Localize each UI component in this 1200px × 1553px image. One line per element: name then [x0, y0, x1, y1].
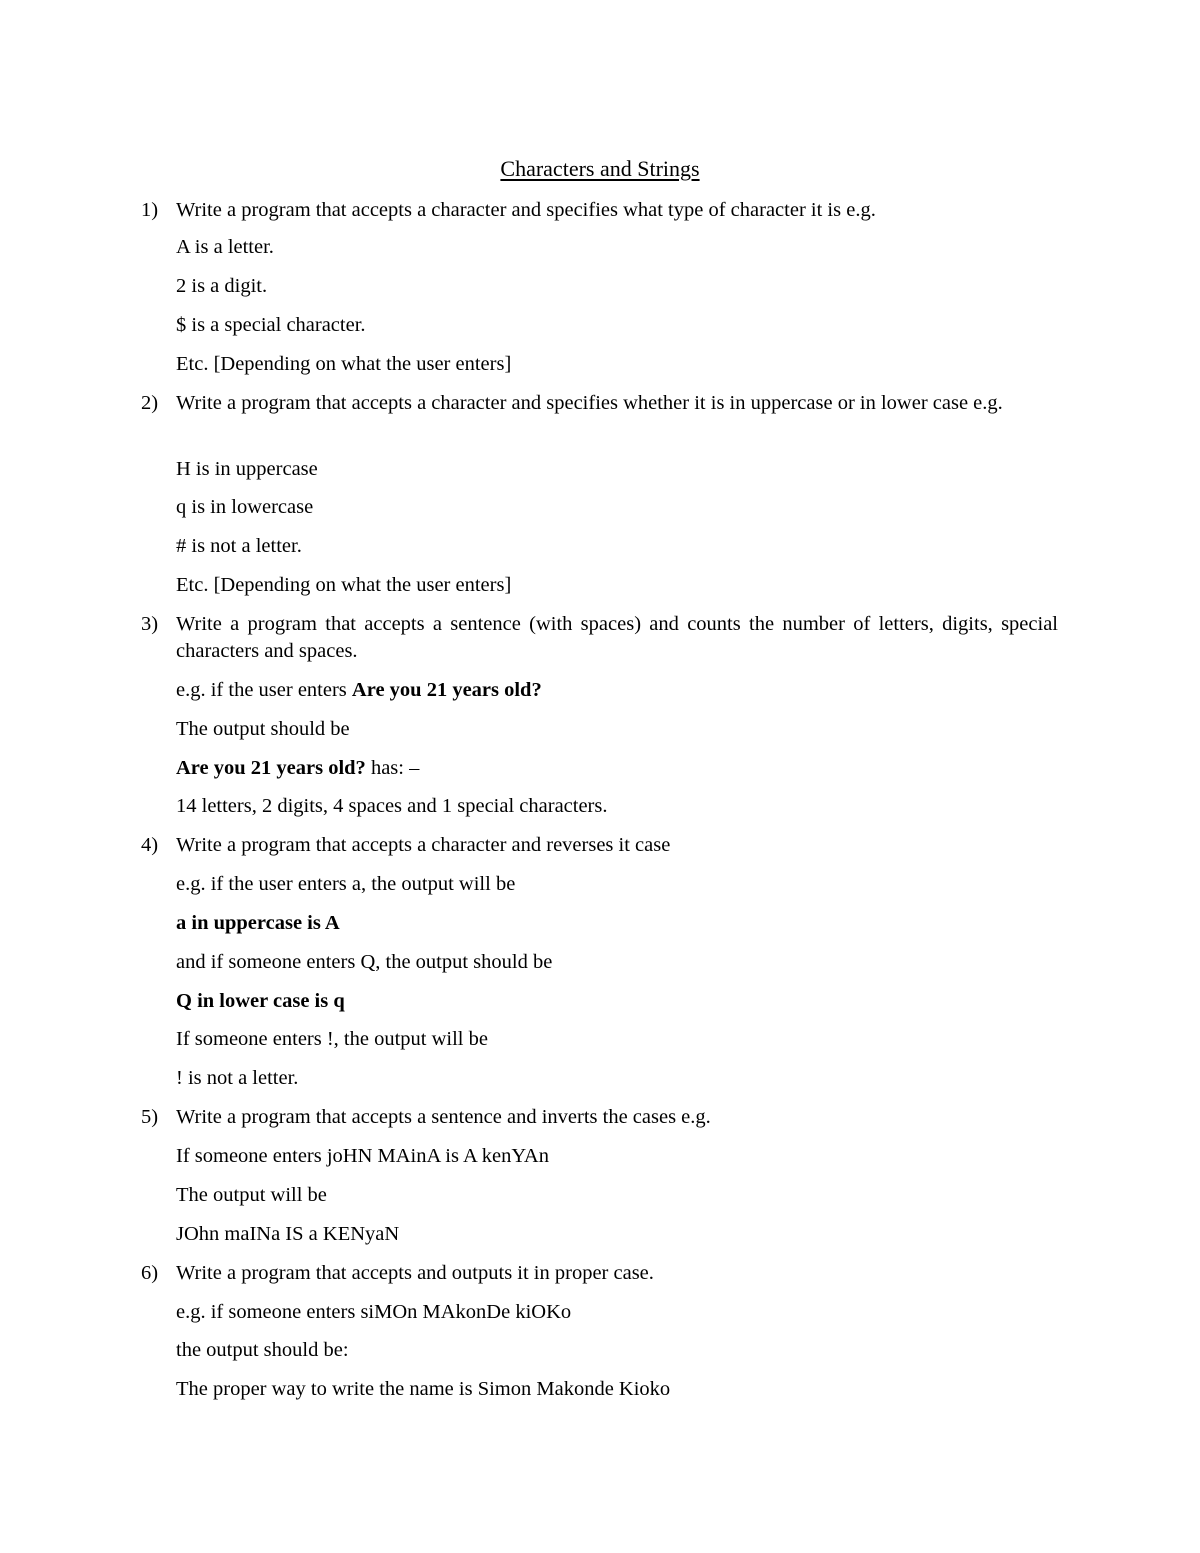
question-3-example — [176, 677, 542, 704]
question-3-example-prefix: e.g. if the user enters — [176, 679, 352, 701]
question-3-example-sentence: Are you 21 years old? — [351, 679, 542, 701]
question-4-example-1: e.g. if the user enters a, the output will be — [176, 873, 516, 895]
question-1-example-4: Etc. [Depending on what the user enters] — [176, 353, 512, 375]
question-5-text: Write a program that accepts a sentence and inverts the cases e.g. — [176, 1106, 711, 1128]
question-6-text: Write a program that accepts and outputs it in proper case. — [176, 1262, 654, 1284]
question-4-example-1-output-text: a in uppercase is A — [176, 912, 340, 934]
question-3-output-intro: The output should be — [176, 718, 350, 740]
page-title: Characters and Strings — [500, 156, 700, 181]
question-4-text: Write a program that accepts a character and reverses it case — [176, 834, 671, 856]
question-4-example-2-output — [176, 988, 345, 1015]
question-4-example-2-output-text: Q in lower case is q — [176, 990, 345, 1012]
question-2-number: 2) — [141, 392, 159, 414]
question-1-example-3: $ is a special character. — [176, 314, 366, 336]
question-1-example-1: A is a letter. — [176, 236, 274, 258]
question-1-text: Write a program that accepts a character and specifies what type of character it is e.g. — [176, 199, 876, 221]
question-4-example-3-output: ! is not a letter. — [176, 1067, 299, 1089]
question-3-output-sentence: Are you 21 years old? — [176, 757, 366, 779]
question-3-output-counts: 14 letters, 2 digits, 4 spaces and 1 special characters. — [176, 795, 608, 817]
question-2-text: Write a program that accepts a character and specifies whether it is in uppercase or in lower case e.g. — [176, 392, 1003, 414]
question-2-example-2: q is in lowercase — [176, 496, 314, 518]
question-3-text: Write a program that accepts a sentence (with spaces) and counts the number of letters, digits, special characters and spaces. — [176, 613, 1058, 662]
question-4-example-1-output — [176, 910, 340, 937]
question-6-number: 6) — [141, 1262, 159, 1284]
question-2-example-1: H is in uppercase — [176, 458, 318, 480]
question-5-number: 5) — [141, 1106, 159, 1128]
question-6-example-3: The proper way to write the name is Simon Makonde Kioko — [176, 1378, 671, 1400]
question-2-example-3: # is not a letter. — [176, 535, 302, 557]
question-1-number: 1) — [141, 199, 159, 221]
question-6-example-1: e.g. if someone enters siMOn MAkonDe kiOKo — [176, 1301, 572, 1323]
question-4-example-3: If someone enters !, the output will be — [176, 1028, 488, 1050]
question-4-example-2: and if someone enters Q, the output should be — [176, 951, 553, 973]
question-5-example-1: If someone enters joHN MAinA is A kenYAn — [176, 1145, 549, 1167]
question-5-example-2: The output will be — [176, 1184, 327, 1206]
question-4-number: 4) — [141, 834, 159, 856]
question-3-number: 3) — [141, 613, 159, 635]
question-5-example-3: JOhn maINa IS a KENyaN — [176, 1223, 400, 1245]
question-3-output-suffix: has: – — [365, 757, 420, 779]
question-6-example-2: the output should be: — [176, 1339, 349, 1361]
question-2-example-4: Etc. [Depending on what the user enters] — [176, 574, 512, 596]
question-3-output-line — [176, 755, 419, 782]
question-1-example-2: 2 is a digit. — [176, 275, 268, 297]
